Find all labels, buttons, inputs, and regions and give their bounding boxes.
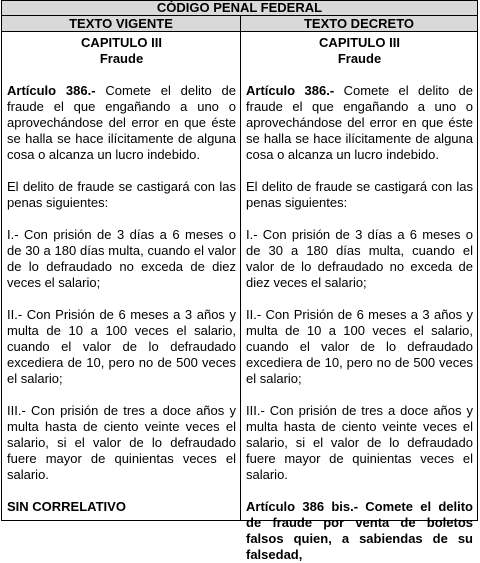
- fraction-ii: II.- Con Prisión de 6 meses a 3 años y multa de 10 a 100 veces el salario, cuando el valor de lo defraudado excediera de 10, pero no de 500 veces el salario;: [7, 307, 236, 386]
- comparison-table: [1, 31, 478, 562]
- document-title: CÓDIGO PENAL FEDERAL: [1, 0, 478, 16]
- column-texto-decreto: [240, 31, 478, 562]
- chapter-name: Fraude: [99, 51, 144, 66]
- sin-correlativo: SIN CORRELATIVO: [7, 499, 126, 514]
- fraction-ii: II.- Con Prisión de 6 meses a 3 años y multa de 10 a 100 veces el salario, cuando el valor de lo defraudado excediera de 10, pero no de 500 veces el salario;: [246, 307, 473, 386]
- header-texto-decreto: TEXTO DECRETO: [240, 15, 478, 32]
- fraction-iii: III.- Con prisión de tres a doce años y multa hasta de ciento veinte veces el salario, si el valor de lo defraudado fuere mayor de quinientas veces el salario.: [7, 403, 236, 482]
- article-text: Comete el delito de fraude el que engañando a uno o aprovechándose del error en que éste se halla se hace ilícitamente de alguna cosa o alcanza un lucro indebido.: [246, 83, 474, 162]
- column-texto-vigente: [1, 31, 240, 521]
- chapter-name: Fraude: [337, 51, 382, 66]
- penalties-intro: El delito de fraude se castigará con las penas siguientes:: [7, 179, 236, 210]
- header-texto-vigente: TEXTO VIGENTE: [1, 15, 240, 32]
- column-headers: [1, 15, 478, 32]
- article-label: Artículo 386.-: [246, 83, 335, 98]
- article-label: Artículo 386.-: [7, 83, 96, 98]
- fraction-i: I.- Con prisión de 3 días a 6 meses o de 30 a 180 días multa, cuando el valor de lo defraudado no exceda de diez veces el salario;: [7, 227, 236, 290]
- article-text: Comete el delito de fraude el que engañando a uno o aprovechándose del error en que éste se halla se hace ilícitamente de alguna cosa o alcanza un lucro indebido.: [7, 83, 236, 162]
- fraction-i: I.- Con prisión de 3 días a 6 meses o de 30 a 180 días multa, cuando el valor de lo defraudado no exceda de diez veces el salario;: [246, 227, 473, 290]
- chapter-heading: CAPITULO III: [319, 35, 400, 50]
- article-386-paragraph: [7, 83, 236, 163]
- article-386-bis: Artículo 386 bis.- Comete el delito de fraude por venta de boletos falsos quien, a sabiendas de su falsedad,: [246, 499, 473, 562]
- article-386-paragraph: [246, 83, 473, 163]
- chapter-heading: CAPITULO III: [81, 35, 162, 50]
- penalties-intro: El delito de fraude se castigará con las penas siguientes:: [246, 179, 473, 210]
- fraction-iii: III.- Con prisión de tres a doce años y multa hasta de ciento veinte veces el salario, si el valor de lo defraudado fuere mayor de quinientas veces el salario.: [246, 403, 473, 482]
